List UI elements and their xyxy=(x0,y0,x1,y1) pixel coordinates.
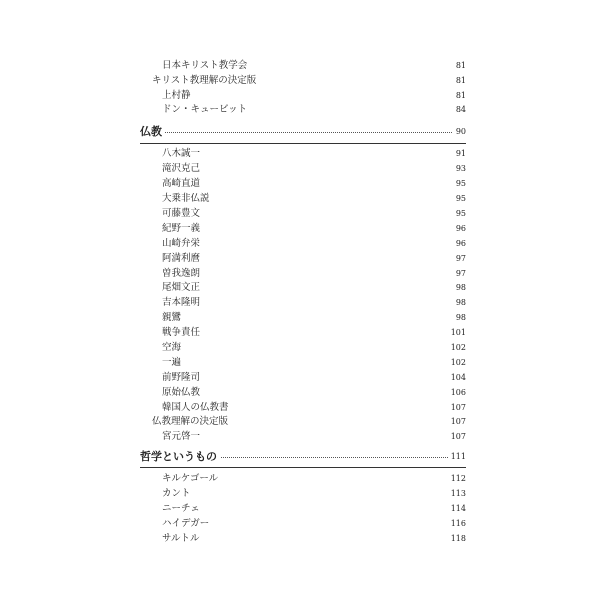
toc-entry-label: カント xyxy=(162,488,191,499)
section-rule xyxy=(140,143,466,144)
toc-entry-page: 113 xyxy=(450,489,466,498)
toc-entry-page: 84 xyxy=(455,105,466,114)
toc-entry-label: 親鸞 xyxy=(162,312,182,323)
toc-entry-page: 104 xyxy=(450,373,466,382)
toc-entry-label: 高崎直道 xyxy=(162,178,201,189)
toc-entry-label: ニーチェ xyxy=(162,503,200,514)
toc-entry-label: ドン・キュービット xyxy=(162,104,248,115)
toc-entry-page: 102 xyxy=(450,343,466,352)
toc-entry-label: サルトル xyxy=(162,533,200,544)
toc-entry-label: 尾畑文正 xyxy=(162,282,201,293)
toc-entry-label: 可藤豊文 xyxy=(162,208,201,219)
toc-entry-label: 空海 xyxy=(162,342,182,353)
toc-entry-label: 原始仏教 xyxy=(162,387,201,398)
section-title: 哲学というもの xyxy=(140,449,220,465)
toc-entry-page: 91 xyxy=(455,149,466,158)
section-title: 仏教 xyxy=(140,124,165,140)
toc-entry-page: 81 xyxy=(455,91,466,100)
toc-entry-page: 107 xyxy=(450,432,466,441)
toc-entry-label: ハイデガー xyxy=(162,518,210,529)
toc-entry-label: キルケゴール xyxy=(162,473,219,484)
toc-entry-page: 102 xyxy=(450,358,466,367)
toc-entry-label: 仏教理解の決定版 xyxy=(152,416,229,427)
toc-entry-page: 81 xyxy=(455,61,466,70)
toc-entry-page: 98 xyxy=(455,283,466,292)
section-heading-buddhism[interactable] xyxy=(140,124,466,140)
toc-entry-label: 山崎弁栄 xyxy=(162,238,201,249)
toc-entry-label: 阿満利麿 xyxy=(162,253,201,264)
toc-entry-page: 106 xyxy=(450,388,466,397)
toc-entry-label: 戦争責任 xyxy=(162,327,201,338)
section-rule xyxy=(140,467,466,468)
section-heading-philosophy[interactable] xyxy=(140,449,466,465)
toc-entry-label: 曽我逸朗 xyxy=(162,268,201,279)
toc-entry-page: 96 xyxy=(455,224,466,233)
section-page: 111 xyxy=(448,449,466,465)
toc-entry-page: 118 xyxy=(450,534,466,543)
toc-entry-page: 107 xyxy=(450,403,466,412)
toc-entry-label: 紀野一義 xyxy=(162,223,201,234)
toc-entry-label: キリスト教理解の決定版 xyxy=(152,75,257,86)
toc-entry-label: 一遍 xyxy=(162,357,182,368)
toc-entry-label: 韓国人の仏教書 xyxy=(162,402,229,413)
toc-entry-label: 大乗非仏説 xyxy=(162,193,210,204)
toc-entry-label: 上村静 xyxy=(162,90,191,101)
toc-entry-page: 97 xyxy=(455,269,466,278)
toc-entry-label: 前野隆司 xyxy=(162,372,201,383)
toc-entry-page: 95 xyxy=(455,194,466,203)
toc-entry-page: 81 xyxy=(455,76,466,85)
leader-dots xyxy=(140,132,466,133)
toc-entry-page: 95 xyxy=(455,179,466,188)
toc-entry-page: 95 xyxy=(455,209,466,218)
toc-entry-page: 96 xyxy=(455,239,466,248)
toc-entry-page: 116 xyxy=(450,519,466,528)
toc-entry-page: 101 xyxy=(450,328,466,337)
toc-entry-label: 日本キリスト教学会 xyxy=(162,60,248,71)
toc-entry-page: 98 xyxy=(455,298,466,307)
section-page: 90 xyxy=(453,124,466,140)
toc-entry-page: 107 xyxy=(450,417,466,426)
toc-entry-label: 宮元啓一 xyxy=(162,431,201,442)
toc-entry-page: 112 xyxy=(450,474,466,483)
toc-entry-page: 114 xyxy=(450,504,466,513)
toc-entry-page: 97 xyxy=(455,254,466,263)
toc-entry-page: 98 xyxy=(455,313,466,322)
toc-entry-label: 滝沢克己 xyxy=(162,163,201,174)
toc-entry-page: 93 xyxy=(455,164,466,173)
toc-entry-label: 八木誠一 xyxy=(162,148,201,159)
toc-entry-label: 吉本隆明 xyxy=(162,297,201,308)
